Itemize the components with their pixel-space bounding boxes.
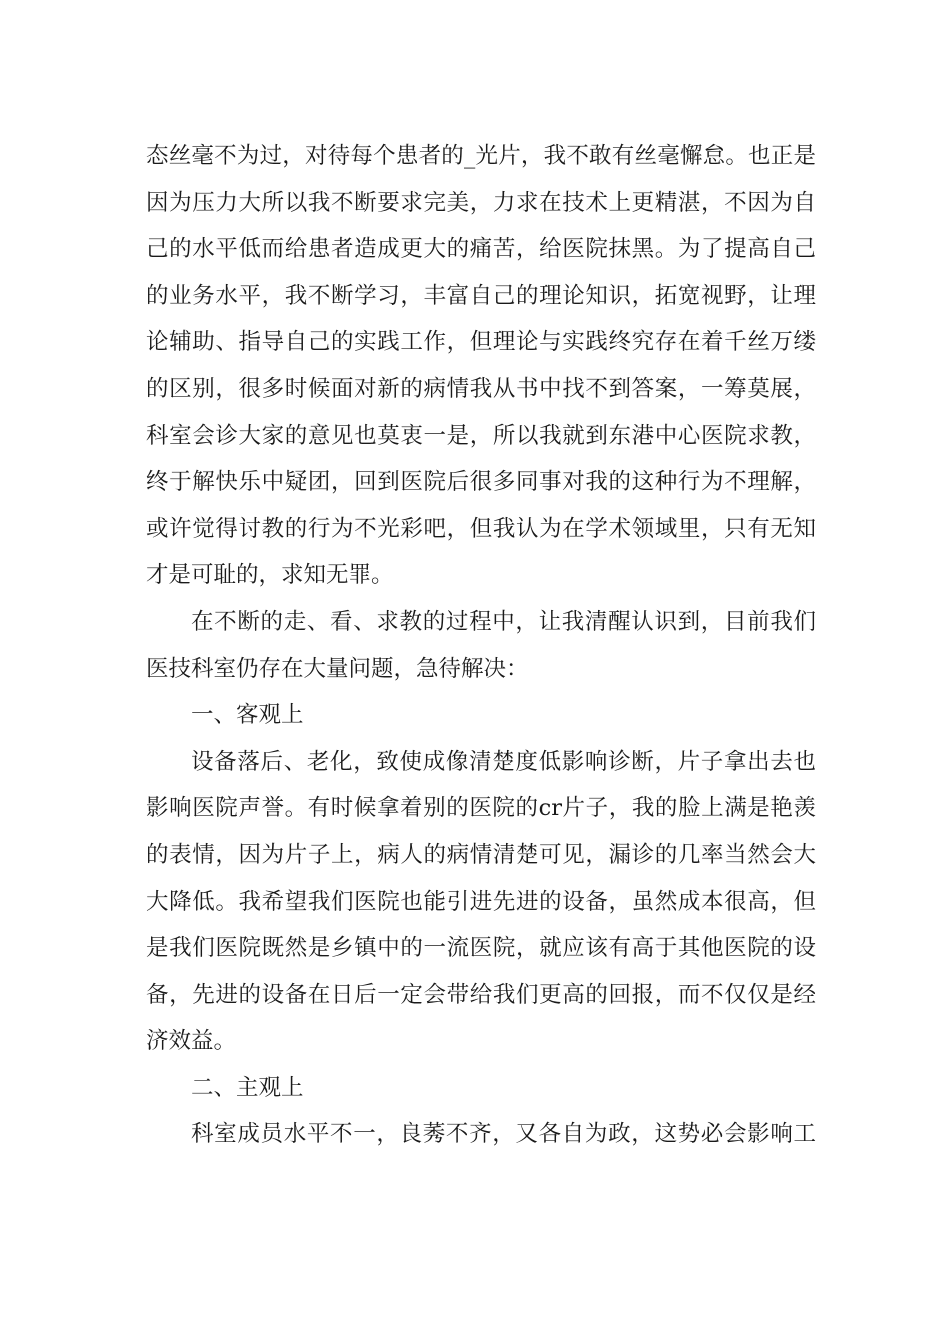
heading-text: 二、主观上 [191,1074,304,1101]
section-heading [146,1065,816,1112]
text-line: 科室会诊大家的意见也莫衷一是，所以我就到东港中心医院求教， [146,422,816,449]
text-line: 影响医院声誉。有时候拿着别的医院的cr片子，我的脸上满是艳羡 [146,795,816,822]
text-line: 设备落后、老化，致使成像清楚度低影响诊断，片子拿出去也 [191,748,816,775]
text-line: 大降低。我希望我们医院也能引进先进的设备，虽然成本很高，但 [146,888,816,915]
text-line: 科室成员水平不一，良莠不齐，又各自为政，这势必会影响工 [191,1121,816,1148]
text-line: 在不断的走、看、求教的过程中，让我清醒认识到，目前我们 [191,608,816,635]
section-heading [146,692,816,739]
text-line: 或许觉得讨教的行为不光彩吧，但我认为在学术领域里，只有无知 [146,515,816,542]
text-line: 是我们医院既然是乡镇中的一流医院，就应该有高于其他医院的设 [146,935,816,962]
paragraph [146,599,816,692]
text-line: 备，先进的设备在日后一定会带给我们更高的回报，而不仅仅是经 [146,981,816,1008]
text-line: 济效益。 [146,1028,237,1055]
text-line: 的区别，很多时候面对新的病情我从书中找不到答案，一筹莫展， [146,375,816,402]
text-line: 因为压力大所以我不断要求完美，力求在技术上更精湛，不因为自 [146,189,816,216]
heading-text: 一、客观上 [191,702,304,729]
paragraph [146,739,816,1065]
text-line: 终于解快乐中疑团，回到医院后很多同事对我的这种行为不理解， [146,469,816,496]
text-line: 论辅助、指导自己的实践工作，但理论与实践终究存在着千丝万缕 [146,329,816,356]
text-line: 己的水平低而给患者造成更大的痛苦，给医院抹黑。为了提高自己 [146,236,816,263]
text-line: 的业务水平，我不断学习，丰富自己的理论知识，拓宽视野，让理 [146,282,816,309]
text-line: 态丝毫不为过，对待每个患者的_光片，我不敢有丝毫懈怠。也正是 [146,143,816,169]
text-line: 才是可耻的，求知无罪。 [146,562,394,589]
text-line: 医技科室仍存在大量问题，急待解决： [146,655,529,682]
paragraph [146,133,816,599]
document-body [146,133,816,1158]
paragraph [146,1111,816,1158]
text-line: 的表情，因为片子上，病人的病情清楚可见，漏诊的几率当然会大 [146,841,816,868]
